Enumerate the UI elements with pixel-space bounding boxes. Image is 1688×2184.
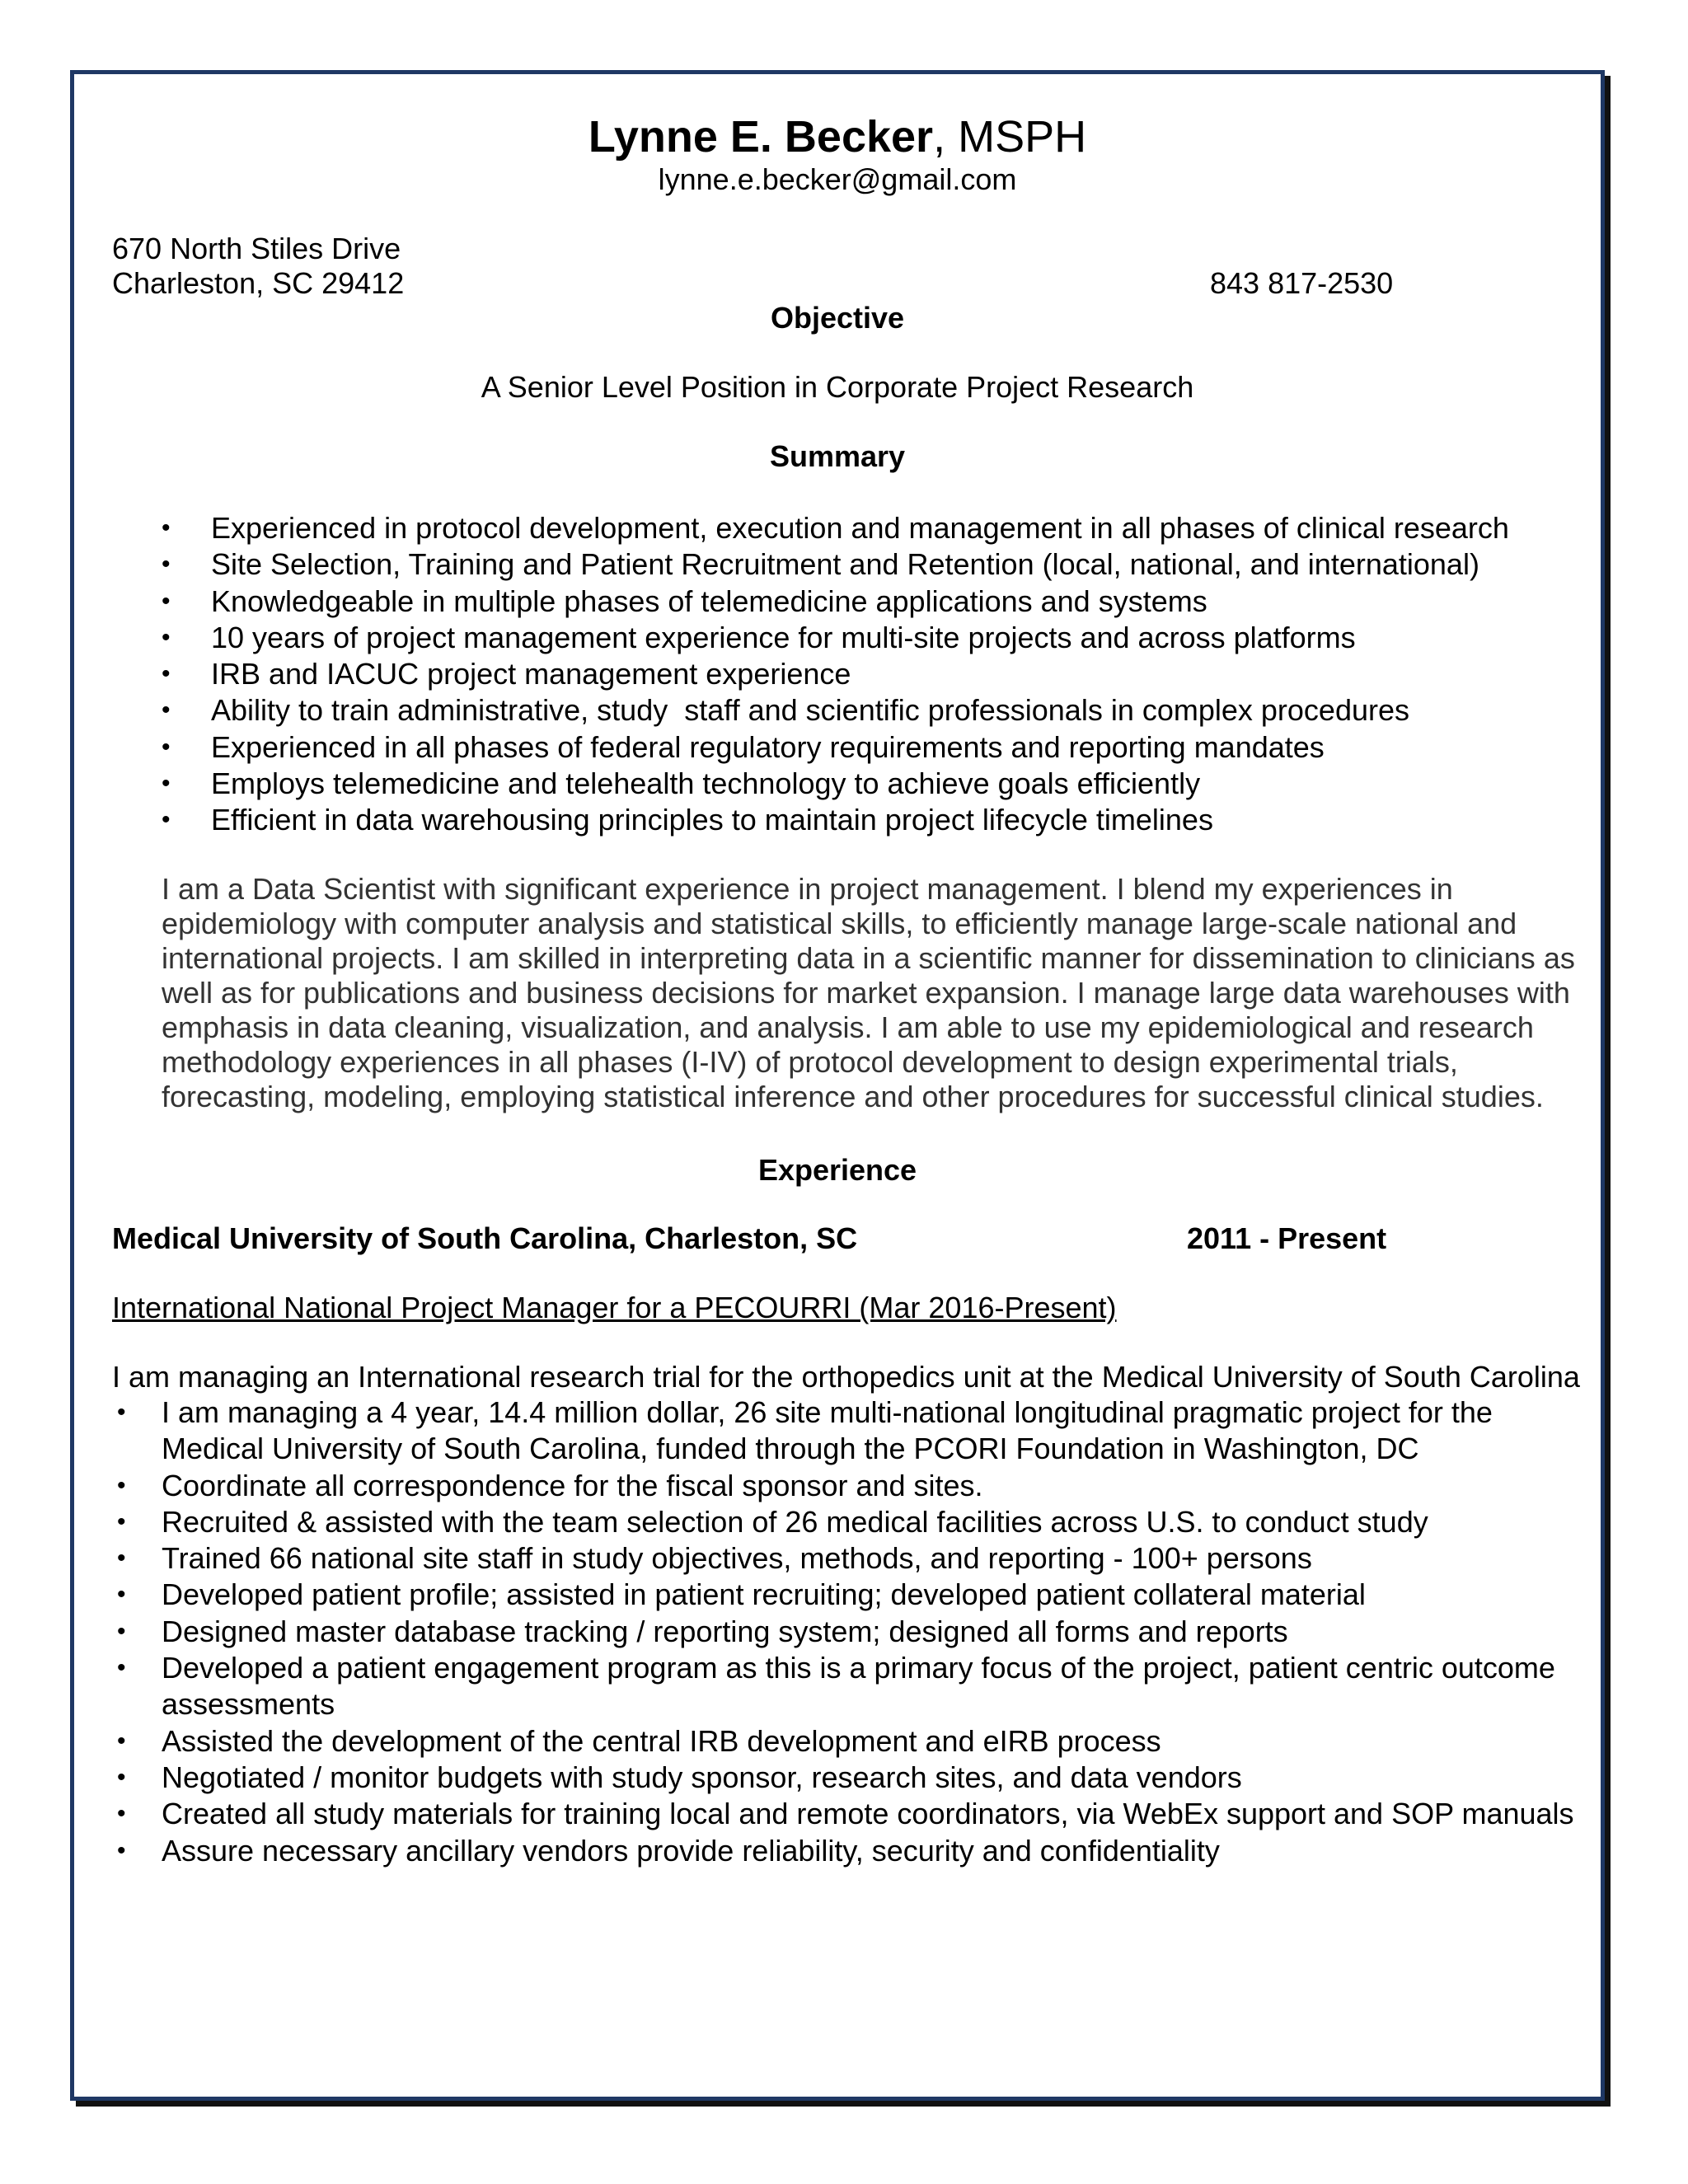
list-item [162,583,1509,620]
experience-heading: Experience [757,1153,917,1187]
list-item [162,766,1509,802]
paragraph-line: emphasis in data cleaning, visualization, and analysis. I am able to use my epidemiological and research [162,1010,1534,1044]
summary-item-text: Ability to train administrative, study staff and scientific professionals in complex procedures [211,693,1410,728]
list-item [162,692,1509,729]
list-item [112,1796,1574,1832]
summary-item-text: Site Selection, Training and Patient Recruitment and Retention (local, national, and international) [211,547,1479,582]
experience-item-text: I am managing a 4 year, 14.4 million dollar, 26 site multi-national longitudinal pragmatic project for the [162,1395,1493,1429]
resume-name-line [70,110,1605,163]
summary-paragraph [162,872,1604,1114]
list-item [112,1833,1574,1869]
paragraph-line: forecasting, modeling, employing statistical inference and other procedures for successful clinical studies. [162,1080,1544,1113]
bullet-icon: • [117,1836,126,1864]
bullet-icon: • [162,806,171,834]
bullet-icon: • [162,587,171,615]
bullet-icon: • [117,1727,126,1755]
bullet-icon: • [162,770,171,798]
summary-item-text: Knowledgeable in multiple phases of telemedicine applications and systems [211,583,1207,618]
paragraph-line: international projects. I am skilled in interpreting data in a scientific manner for dissemination to clinicians as [162,941,1575,975]
list-item [112,1723,1574,1760]
list-item [162,620,1509,656]
employment-dates: 2011 - Present [1187,1221,1387,1255]
bullet-icon: • [162,660,171,688]
experience-item-text: Designed master database tracking / reporting system; designed all forms and reports [162,1614,1288,1648]
list-item [112,1614,1574,1650]
experience-item-text: Coordinate all correspondence for the fiscal sponsor and sites. [162,1468,983,1502]
bullet-icon: • [117,1763,126,1791]
list-item [112,1504,1574,1540]
experience-item-text: assessments [162,1687,335,1722]
bullet-icon: • [117,1507,126,1535]
bullet-icon: • [162,733,171,761]
bullet-icon: • [117,1399,126,1426]
bullet-icon: • [162,514,171,541]
bullet-icon: • [162,623,171,651]
summary-list [162,510,1509,839]
bullet-icon: • [117,1544,126,1572]
list-item [112,1650,1574,1723]
list-item [162,729,1509,766]
list-item [112,1760,1574,1796]
email-address: lynne.e.becker@gmail.com [658,162,1017,196]
experience-item-text: Created all study materials for training local and remote coordinators, via WebEx support and SOP manuals [162,1797,1574,1831]
experience-item-text: Medical University of South Carolina, funded through the PCORI Foundation in Washington, DC [162,1432,1419,1466]
list-item [162,656,1509,692]
experience-item-text: Recruited & assisted with the team selection of 26 medical facilities across U.S. to conduct study [162,1504,1428,1539]
list-item [112,1468,1574,1504]
list-item [162,510,1509,546]
job-intro: I am managing an International research trial for the orthopedics unit at the Medical University of South Carolina [112,1360,1580,1394]
address-city: Charleston, SC 29412 [112,266,405,300]
summary-item-text: IRB and IACUC project management experience [211,657,851,691]
bullet-icon: • [117,1617,126,1645]
bullet-icon: • [162,551,171,579]
list-item [112,1394,1574,1468]
objective-heading: Objective [770,301,905,335]
paragraph-line: I am a Data Scientist with significant experience in project management. I blend my experiences in [162,872,1453,906]
experience-item-text: Assure necessary ancillary vendors provide reliability, security and confidentiality [162,1833,1220,1868]
experience-item-text: Trained 66 national site staff in study objectives, methods, and reporting - 100+ persons [162,1541,1312,1576]
bullet-icon: • [117,1800,126,1828]
summary-item-text: Experienced in protocol development, execution and management in all phases of clinical research [211,511,1509,545]
bullet-icon: • [117,1654,126,1682]
candidate-credential: , MSPH [933,112,1087,162]
list-item [162,546,1509,583]
experience-item-text: Developed patient profile; assisted in patient recruiting; developed patient collateral material [162,1577,1366,1612]
phone-number: 843 817-2530 [1210,266,1394,300]
list-item [112,1577,1574,1613]
job-title: International National Project Manager for a PECOURRI (Mar 2016-Present) [112,1291,1117,1324]
summary-item-text: Experienced in all phases of federal regulatory requirements and reporting mandates [211,729,1325,764]
bullet-icon: • [162,696,171,724]
experience-list [112,1394,1574,1869]
experience-item-text: Developed a patient engagement program as this is a primary focus of the project, patient centric outcome [162,1651,1555,1685]
summary-item-text: Employs telemedicine and telehealth technology to achieve goals efficiently [211,766,1201,801]
objective-text: A Senior Level Position in Corporate Project Research [481,370,1194,404]
paragraph-line: methodology experiences in all phases (I-IV) of protocol development to design experimental trials, [162,1045,1458,1079]
employer-name: Medical University of South Carolina, Charleston, SC [112,1221,858,1255]
experience-item-text: Assisted the development of the central IRB development and eIRB process [162,1723,1161,1758]
list-item [162,802,1509,838]
address-street: 670 North Stiles Drive [112,232,401,265]
list-item [112,1540,1574,1577]
bullet-icon: • [117,1471,126,1499]
candidate-name: Lynne E. Becker [588,112,934,162]
paragraph-line: epidemiology with computer analysis and statistical skills, to efficiently manage large-scale national and [162,907,1517,940]
experience-item-text: Negotiated / monitor budgets with study sponsor, research sites, and data vendors [162,1760,1242,1794]
summary-item-text: Efficient in data warehousing principles to maintain project lifecycle timelines [211,803,1213,837]
summary-item-text: 10 years of project management experience for multi-site projects and across platforms [211,620,1356,654]
summary-heading: Summary [769,439,906,473]
bullet-icon: • [117,1581,126,1609]
paragraph-line: well as for publications and business decisions for market expansion. I manage large data warehouses with [162,976,1570,1010]
